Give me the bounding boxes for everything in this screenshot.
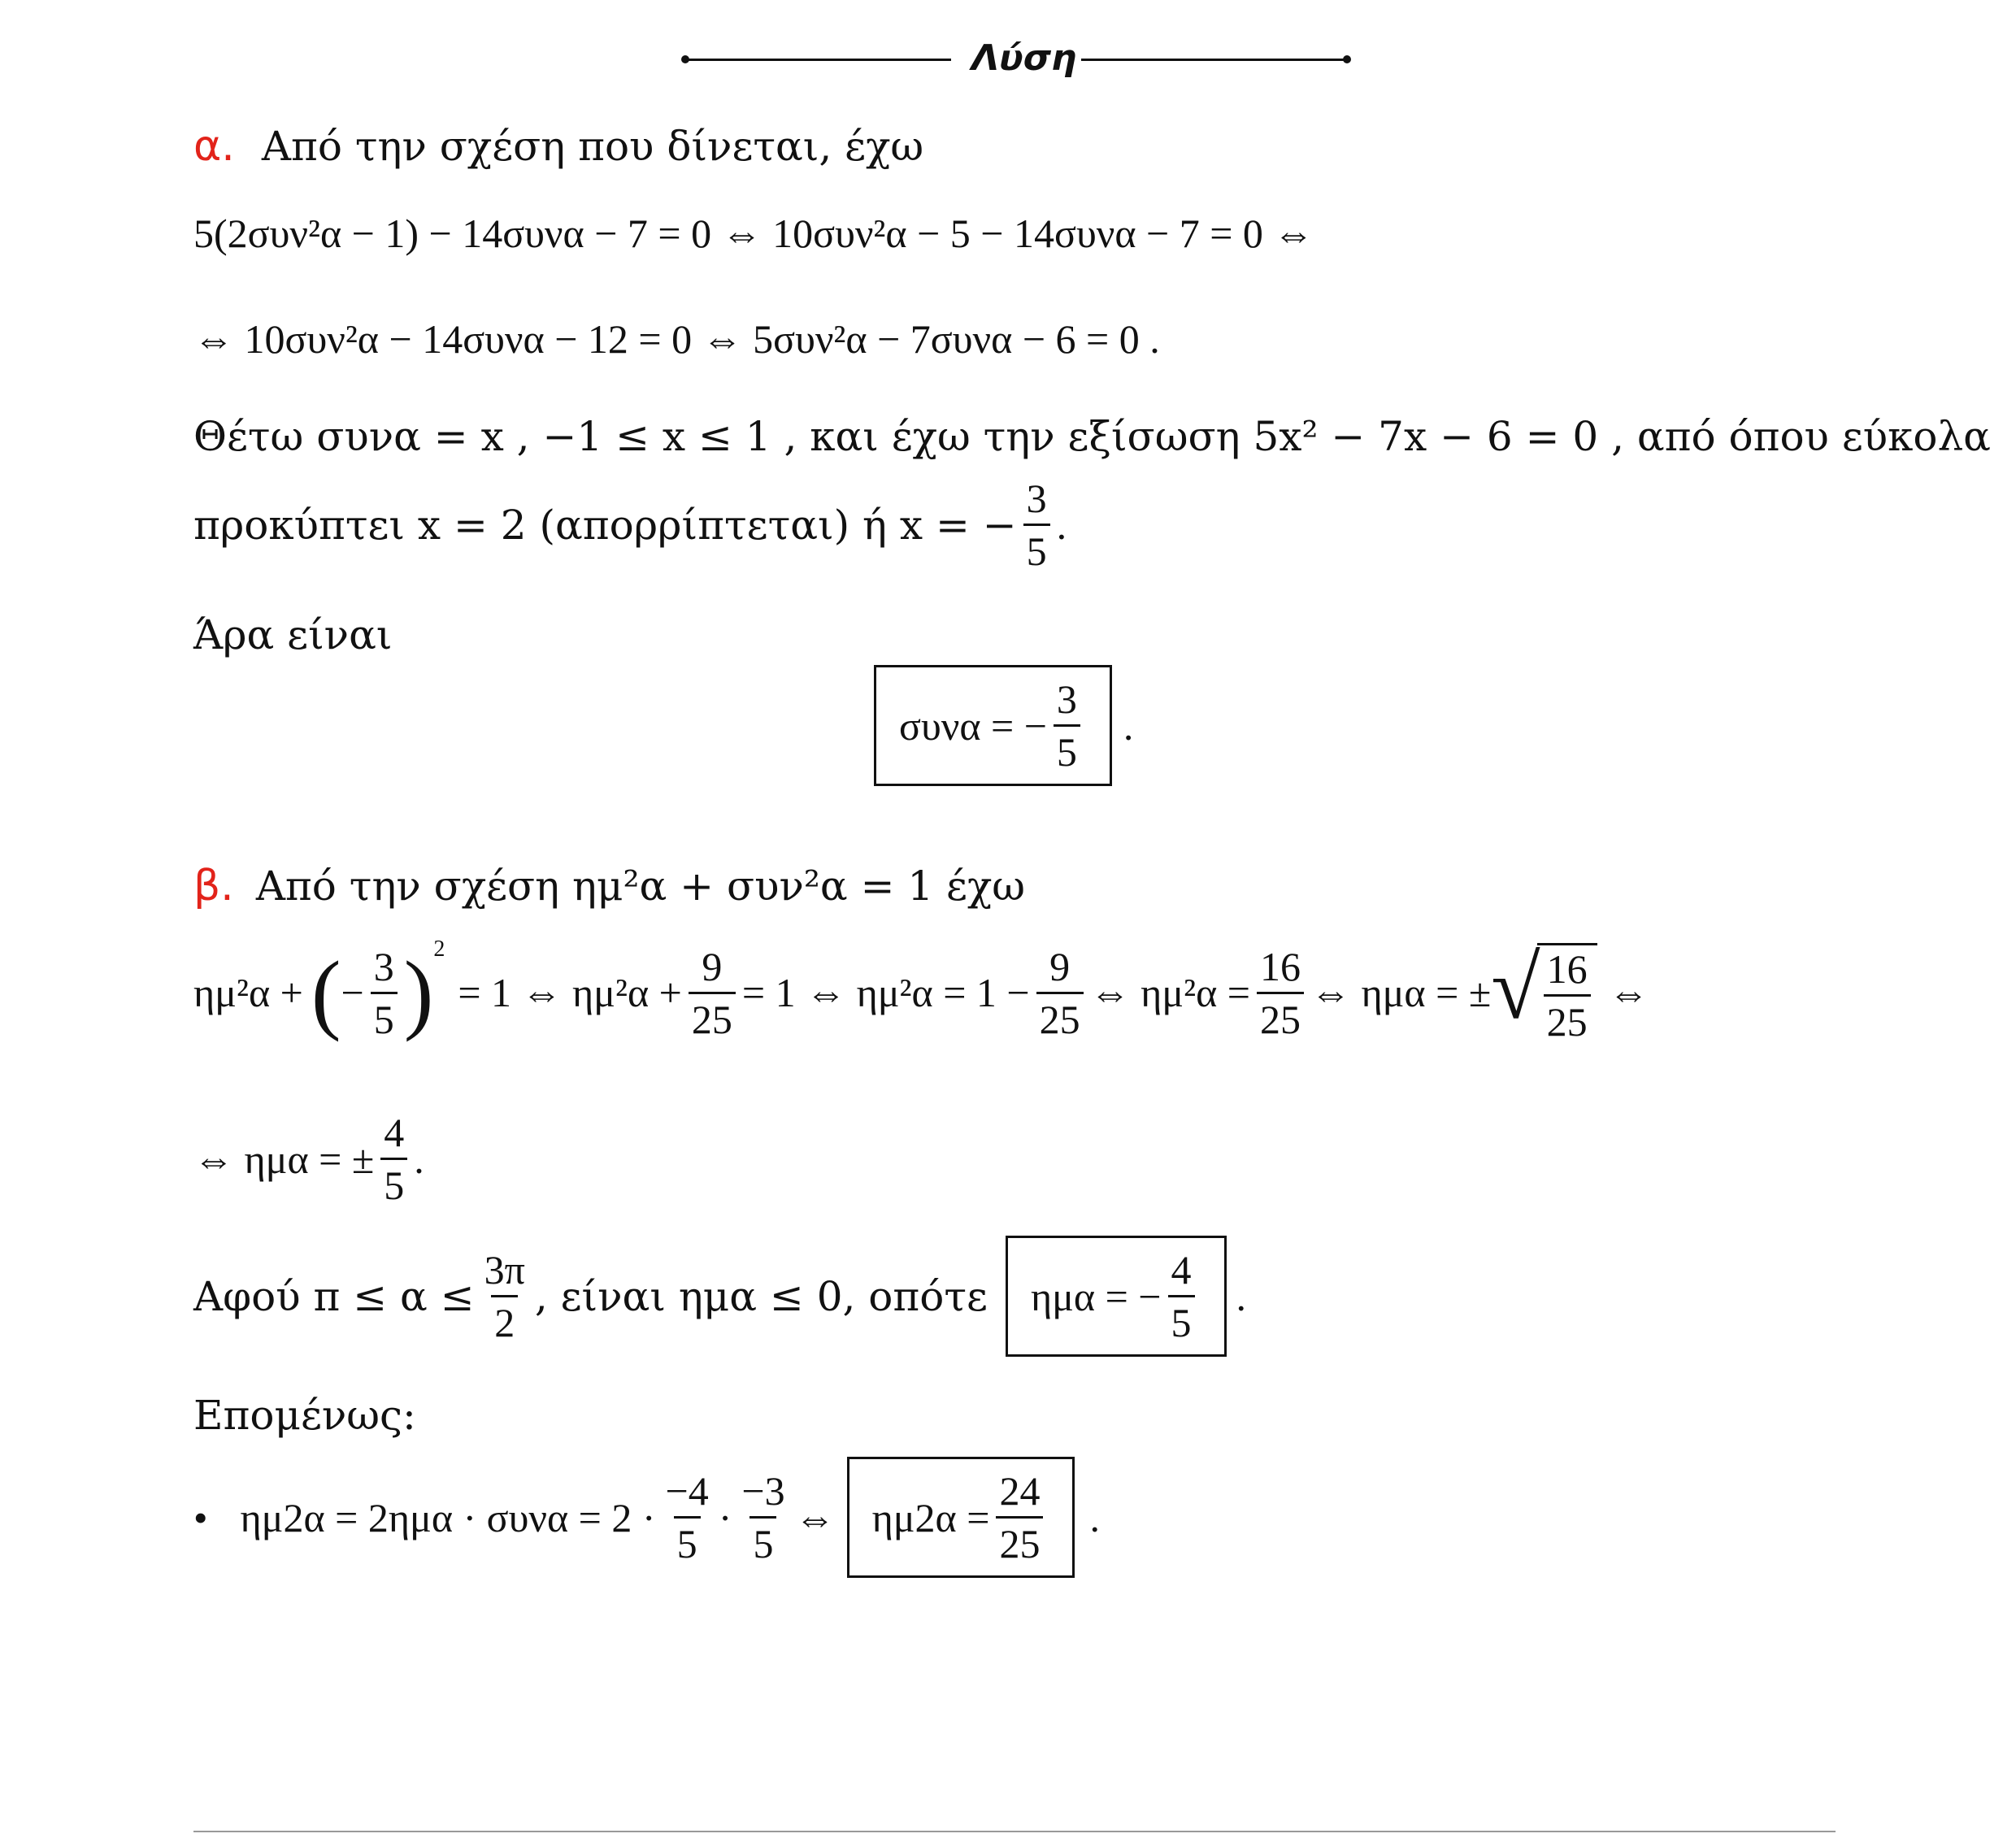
- period: .: [1056, 502, 1067, 548]
- fraction-denominator: 5: [371, 992, 398, 1040]
- fraction: [1257, 943, 1304, 1042]
- part-a-equation-1: 5(2συν²α − 1) − 14συνα − 7 = 0 ⇔ 10συν²α − 5 − 14συνα − 7 = 0 ⇔: [193, 211, 1314, 256]
- part-b-intro: Από την σχέση ημ²α + συν²α = 1 έχω: [255, 863, 1026, 910]
- fraction: [371, 943, 398, 1042]
- fraction: [738, 1468, 788, 1566]
- fraction: [663, 1468, 712, 1566]
- part-a-intro-line: [193, 122, 923, 171]
- equivalence-sign: ⇔: [794, 1494, 836, 1540]
- result-lhs: ημα = −: [1030, 1273, 1162, 1319]
- fraction-denominator: 5: [380, 1158, 407, 1206]
- fraction-denominator: 5: [674, 1516, 701, 1564]
- fraction-numerator: 24: [999, 1468, 1041, 1514]
- eq-part: ημ²α +: [193, 970, 303, 1015]
- eq-part: = 1 ⇔ ημ²α = 1 −: [741, 970, 1030, 1015]
- eq-part: ⇔ ημα = ±: [193, 1136, 375, 1182]
- header-right-dot: [1343, 55, 1351, 63]
- minus-sign: −: [341, 970, 364, 1015]
- period: .: [1123, 702, 1134, 749]
- eq-part: Αφού π ≤ α ≤: [193, 1272, 475, 1320]
- period: .: [1236, 1273, 1246, 1319]
- radicand: [1537, 943, 1597, 1045]
- part-b-afou-line: [193, 1236, 1246, 1357]
- fraction-numerator: 3: [1026, 476, 1047, 521]
- fraction-numerator: −4: [665, 1468, 709, 1514]
- right-paren: ): [403, 943, 434, 1042]
- eq-part: ⇔: [1608, 970, 1649, 1015]
- left-paren: (: [311, 943, 341, 1042]
- part-a-equation-2: ⇔ 10συν²α − 14συνα − 12 = 0 ⇔ 5συν²α − 7συνα − 6 = 0 .: [193, 316, 1160, 362]
- fraction-numerator: 9: [1049, 943, 1071, 989]
- fraction-denominator: 5: [1054, 724, 1080, 772]
- dot-operator: ·: [718, 1494, 732, 1540]
- fraction-numerator: 3π: [484, 1247, 525, 1293]
- bullet-icon: •: [193, 1494, 208, 1540]
- fraction: [380, 1112, 407, 1206]
- fraction: [996, 1468, 1043, 1566]
- fraction-numerator: 4: [1171, 1247, 1192, 1293]
- result-lhs: ημ2α =: [871, 1494, 990, 1540]
- part-a-line-4: [193, 476, 1067, 574]
- fraction: [1168, 1249, 1195, 1343]
- period: .: [1089, 1494, 1100, 1540]
- fraction-numerator: 3: [373, 943, 394, 989]
- part-a-boxed-result: [874, 665, 1133, 786]
- part-a-line-3: Θέτω συνα = x , −1 ≤ x ≤ 1 , και έχω την εξίσωση 5x² − 7x − 6 = 0 , από όπου εύκολα: [193, 413, 1991, 460]
- fraction: [1054, 676, 1080, 775]
- part-b-equation-1: [193, 936, 1649, 1045]
- fraction: [689, 943, 736, 1042]
- part-a-ara: Άρα είναι: [193, 611, 393, 658]
- part-b-intro-line: [193, 862, 1025, 910]
- fraction-numerator: 4: [384, 1110, 405, 1155]
- result-box: [874, 665, 1112, 786]
- result-box: [1006, 1236, 1227, 1357]
- fraction-denominator: 5: [1023, 524, 1050, 571]
- exponent: 2: [433, 936, 445, 962]
- fraction: [1544, 946, 1591, 1045]
- radical-sign-icon: √: [1491, 938, 1540, 1037]
- fraction-denominator: 25: [689, 992, 736, 1040]
- fraction-numerator: −3: [741, 1468, 785, 1514]
- eq-part: ⇔ ημ²α =: [1089, 970, 1250, 1015]
- eq-part: ημ2α = 2ημα · συνα = 2 ·: [240, 1494, 656, 1540]
- part-a-intro: Από την σχέση που δίνεται, έχω: [261, 123, 924, 170]
- square-root: [1491, 938, 1597, 1045]
- fraction-denominator: 2: [491, 1295, 518, 1343]
- part-b-equation-2: [193, 1112, 424, 1206]
- part-b-last-line: [193, 1457, 1100, 1578]
- fraction-numerator: 16: [1546, 946, 1588, 992]
- part-b-label: β.: [193, 862, 234, 910]
- fraction: [1023, 476, 1050, 574]
- eq-part: = 1 ⇔ ημ²α +: [458, 970, 682, 1015]
- fraction-numerator: 3: [1056, 676, 1077, 722]
- fraction-denominator: 25: [996, 1516, 1043, 1564]
- part-a-label: α.: [193, 122, 235, 171]
- fraction-denominator: 5: [1168, 1295, 1195, 1343]
- fraction-denominator: 25: [1036, 992, 1084, 1040]
- eq-part: , είναι ημα ≤ 0, οπότε: [534, 1272, 988, 1320]
- eq-part: ⇔ ημα = ±: [1310, 970, 1492, 1015]
- header-left-rule: [687, 59, 951, 61]
- section-title: Λύση: [971, 37, 1077, 79]
- fraction-denominator: 25: [1257, 992, 1304, 1040]
- fraction: [481, 1249, 528, 1343]
- part-a-line-4-text: προκύπτει x = 2 (απορρίπτεται) ή x = −: [193, 501, 1017, 549]
- fraction: [1036, 943, 1084, 1042]
- footer-divider: [193, 1831, 1836, 1832]
- header-right-rule: [1081, 59, 1345, 61]
- result-lhs: συνα = −: [899, 702, 1047, 749]
- fraction-numerator: 9: [702, 943, 723, 989]
- result-box: [847, 1457, 1075, 1578]
- fraction-numerator: 16: [1259, 943, 1301, 989]
- period: .: [414, 1136, 424, 1182]
- fraction-denominator: 25: [1544, 994, 1591, 1042]
- part-b-epomenos: Επομένως:: [193, 1392, 416, 1439]
- fraction-denominator: 5: [749, 1516, 776, 1564]
